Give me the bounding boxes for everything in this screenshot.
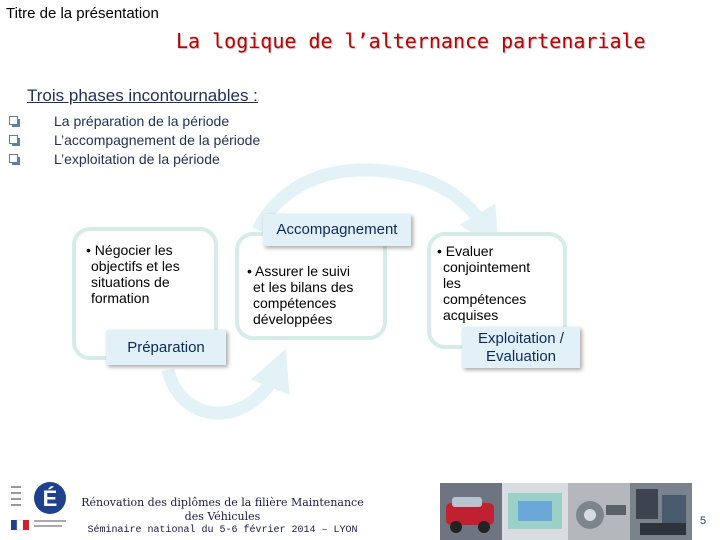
preparation-text-line: • Négocier les [86, 242, 173, 258]
preparation-text-line: situations de [91, 274, 170, 290]
accompagnement-label: Accompagnement [263, 214, 411, 246]
workshop-photo [440, 483, 692, 540]
section-heading: Trois phases incontournables : [27, 86, 258, 105]
exploitation-text-line: les [443, 275, 461, 291]
page-number: 5 [700, 515, 707, 527]
accompagnement-text-line: développées [253, 311, 333, 327]
exploitation-text-line: conjointement [443, 259, 531, 275]
footer-title-line: des Véhicules [184, 510, 261, 523]
exploitation-label-line: Evaluation [485, 348, 557, 365]
slide-title: La logique de l’alternance partenariale [176, 29, 646, 53]
accompagnement-text-line: et les bilans des [253, 279, 354, 295]
accompagnement-box [235, 232, 387, 340]
exploitation-text-line: compétences [443, 291, 527, 307]
footer-seminar: Séminaire national du 5-6 février 2014 – LYON [87, 525, 358, 536]
list-item-text: L’accompagnement de la période [54, 132, 261, 148]
accompagnement-text-line: compétences [253, 295, 337, 311]
education-nationale-logo [8, 478, 70, 538]
preparation-text-line: formation [91, 290, 150, 306]
exploitation-text-line: • Evaluer [437, 243, 494, 259]
list-item-text: L’exploitation de la période [54, 151, 220, 167]
exploitation-text-line: acquises [443, 307, 499, 323]
svg-text:É: É [42, 486, 58, 511]
preparation-text-line: objectifs et les [91, 258, 180, 274]
presentation-label: Titre de la présentation [6, 5, 159, 22]
preparation-label: Préparation [106, 330, 226, 365]
cycle-arrow-bottom [168, 368, 278, 413]
accompagnement-text-line: • Assurer le suivi [247, 263, 350, 279]
exploitation-label-line: Exploitation / [478, 330, 564, 347]
list-item-text: La préparation de la période [54, 113, 230, 129]
exploitation-label [462, 327, 580, 368]
footer-title-line: Rénovation des diplômes de la filière Maintenance [81, 496, 364, 509]
